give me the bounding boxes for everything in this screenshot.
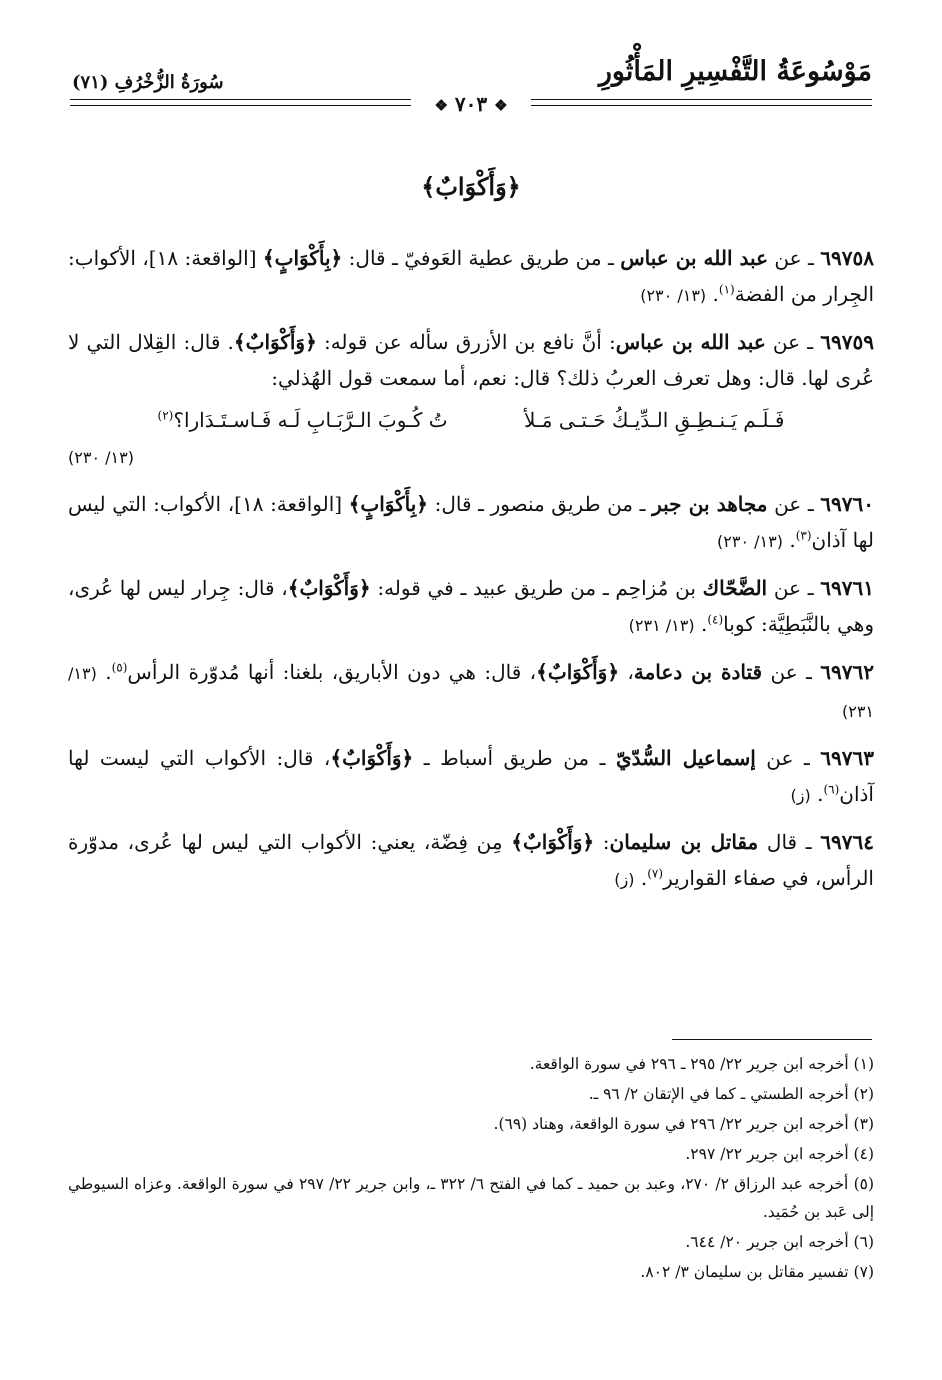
- volume-reference: (١٣/ ٢٣١): [68, 664, 874, 721]
- entry-text: :: [594, 830, 610, 854]
- poetry-verse: [68, 402, 874, 438]
- quran-quote: ﴿بِأَكْوَابٍ﴾: [348, 492, 429, 516]
- entry-number: ٦٩٧٦٤: [820, 830, 874, 854]
- footnote-marker: (٤): [707, 612, 724, 627]
- entry-text: [الواقعة: ١٨]، الأكواب: الجِرار من الفضة: [68, 246, 874, 306]
- entry-text: ـ قال: [758, 830, 821, 854]
- entry: [68, 570, 874, 644]
- entry-text: .: [96, 660, 112, 684]
- entry-text: ـ عن: [768, 246, 821, 270]
- entry-text: ،: [619, 660, 634, 684]
- entry-text: .: [706, 282, 719, 306]
- book-title: مَوْسُوعَةُ التَّفْسِيرِ المَأْثُورِ: [598, 56, 872, 87]
- footnote: (٥) أخرجه عبد الرزاق ٢/ ٢٧٠، وعبد بن حميد ـ كما في الفتح ٦/ ٣٢٢ ـ، وابن جرير ٢٢/ ٢٩٧ في سورة الواقعة. وعزاه السيوطي إلى عَبد بن حُمَيد.: [68, 1175, 875, 1221]
- entry-author: مجاهد بن جبر: [652, 492, 768, 516]
- entry-text: مِن فِضّة، يعني: الأكواب التي ليس لها عُرى، مدوّرة الرأس، في صفاء القوارير: [68, 830, 874, 890]
- footnote: (٢) أخرجه الطستي ـ كما في الإتقان ٢/ ٩٦ ـ.: [588, 1085, 874, 1103]
- entry-text: ـ من طريق عطية العَوفيّ ـ قال:: [342, 246, 621, 270]
- entry-number: ٦٩٧٦٠: [820, 492, 874, 516]
- footnote: (١) أخرجه ابن جرير ٢٢/ ٢٩٥ ـ ٢٩٦ في سورة الواقعة.: [529, 1055, 874, 1073]
- entry-number: ٦٩٧٥٩: [820, 330, 874, 354]
- entry-text: ـ عن: [762, 660, 821, 684]
- entry-author: مقاتل بن سليمان: [609, 830, 759, 854]
- quran-quote: ﴿وَأَكْوَابٌ﴾: [536, 660, 620, 684]
- entry-text: .: [782, 528, 796, 552]
- footnote: (٣) أخرجه ابن جرير ٢٢/ ٢٩٦ في سورة الواقعة، وهناد (٦٩).: [493, 1115, 874, 1133]
- footnote-marker: (١): [718, 282, 735, 297]
- volume-reference: (ز): [614, 870, 635, 889]
- entry-number: ٦٩٧٥٨: [820, 246, 874, 270]
- entry-number: ٦٩٧٦٢: [820, 660, 874, 684]
- entry-text: ـ من طريق منصور ـ قال:: [428, 492, 653, 516]
- entry-author: قتادة بن دعامة: [633, 660, 763, 684]
- entry-text: [الواقعة: ١٨]، الأكواب: التي ليس لها آذان: [68, 492, 874, 552]
- volume-reference: (ز): [790, 786, 811, 805]
- entry-text: : أنَّ نافع بن الأزرق سأله عن قوله:: [316, 330, 616, 354]
- footnote-marker: (٧): [647, 866, 664, 881]
- footnote: (٧) تفسير مقاتل بن سليمان ٣/ ٨٠٢.: [640, 1263, 874, 1281]
- entry: [68, 824, 874, 898]
- entry: [68, 740, 874, 814]
- entry-text: بن مُزاحِم ـ من طريق عبيد ـ في قوله:: [370, 576, 703, 600]
- entry-text: .: [634, 866, 648, 890]
- entry-author: الضَّحّاك: [702, 576, 768, 600]
- footnote-marker: (٢): [157, 408, 174, 423]
- surah-title: سُورَةُ الزُّخْرُفِ (٧١): [72, 72, 224, 93]
- entry: [68, 486, 874, 560]
- entry-text: .: [810, 782, 824, 806]
- quran-quote: ﴿بِأَكْوَابٍ﴾: [262, 246, 343, 270]
- entry-author: إسماعيل السُّدّيّ: [615, 746, 756, 770]
- entry-text: ـ عن: [767, 576, 821, 600]
- entry-text: ، قال: جِرار ليس لها عُرى، وهي بالنَّبَطِيَّة: كوبا: [68, 576, 874, 636]
- footnote-separator: [672, 1039, 872, 1040]
- page-number-block: [411, 90, 531, 118]
- volume-reference: (١٣/ ٢٣٠): [717, 532, 783, 551]
- footnote-marker: (٣): [795, 528, 812, 543]
- quran-quote: ﴿وَأَكْوَابٌ﴾: [511, 830, 595, 854]
- entry: [68, 654, 874, 730]
- entry: [68, 324, 874, 476]
- volume-reference: (١٣/ ٢٣٠): [68, 448, 134, 467]
- page-number: ٧٠٣: [454, 92, 488, 116]
- entry-author: عبد الله بن عباس: [620, 246, 769, 270]
- verse-hemistich-second: تُ كُـوبَ الـرَّبَـابِ لَـه فَـاسـتَـدَارا؟: [173, 408, 448, 432]
- verse-hemistich-first: فَـلَـم يَـنـطِـقِ الـدِّيـكُ حَـتـى مَـلأ: [523, 408, 785, 432]
- entry-text: ـ عن: [767, 492, 821, 516]
- quran-quote: ﴿وَأَكْوَابٌ﴾: [330, 746, 414, 770]
- entry-text: .: [694, 612, 708, 636]
- verse-heading: ﴿وَأَكْوَابٌ﴾: [421, 172, 521, 201]
- entry-number: ٦٩٧٦١: [820, 576, 875, 600]
- volume-reference: (١٣/ ٢٣٠): [640, 286, 707, 305]
- footnote-marker: (٥): [111, 660, 128, 675]
- entry-number: ٦٩٧٦٣: [820, 746, 874, 770]
- quran-quote: ﴿وَأَكْوَابٌ﴾: [287, 576, 371, 600]
- footnotes: [68, 1050, 874, 1288]
- quran-quote: ﴿وَأَكْوَابٌ﴾: [233, 330, 317, 354]
- entry-text: ـ من طريق أسباط ـ: [413, 746, 616, 770]
- footnote: (٤) أخرجه ابن جرير ٢٢/ ٢٩٧.: [685, 1145, 874, 1163]
- entry-text: ، قال: الأكواب التي ليست لها آذان: [68, 746, 874, 806]
- volume-reference: (١٣/ ٢٣١): [628, 616, 695, 635]
- footnote-marker: (٦): [823, 782, 840, 797]
- entry-text: ـ عن: [755, 746, 821, 770]
- entry-text: ـ عن: [765, 330, 821, 354]
- ornament-icon: ❖: [494, 96, 508, 115]
- entry-author: عبد الله بن عباس: [615, 330, 766, 354]
- entry-text: ، قال: هي دون الأباريق، بلغنا: أنها مُدوّرة الرأس: [127, 660, 537, 684]
- ornament-icon: ❖: [434, 96, 448, 115]
- entry: [68, 240, 874, 314]
- footnote: (٦) أخرجه ابن جرير ٢٠/ ٦٤٤.: [685, 1233, 874, 1251]
- main-text: [68, 240, 874, 908]
- entry-text: . قال: القِلال التي لا عُرى لها. قال: وهل تعرف العربُ ذلك؟ قال: نعم، أما سمعت قول الهُذلي:: [68, 330, 874, 390]
